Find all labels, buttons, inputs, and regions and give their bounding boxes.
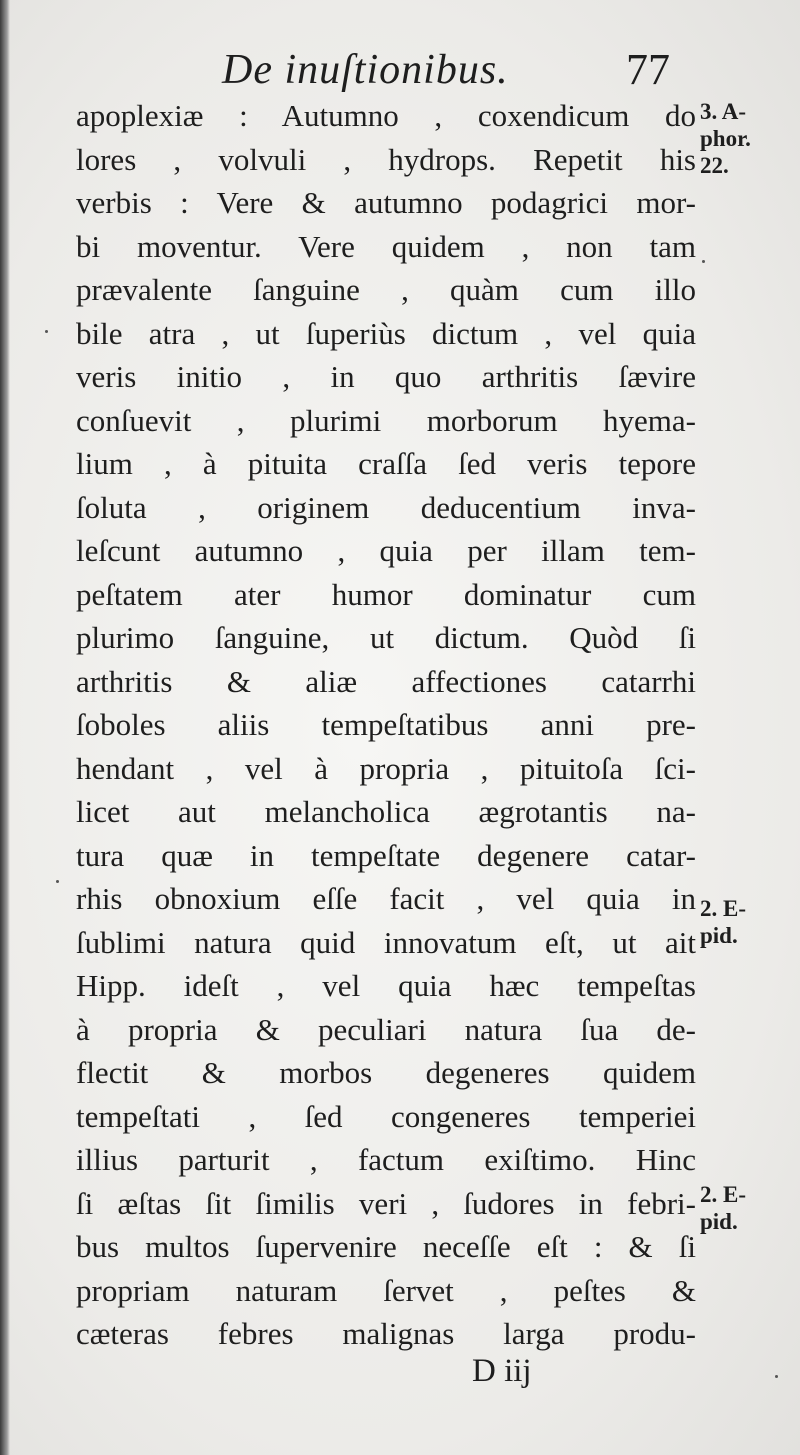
text-line: rhis obnoxium eſſe facit , vel quia in [76, 881, 696, 916]
text-line: lores , volvuli , hydrops. Repetit his [76, 141, 696, 177]
ink-speck [45, 330, 48, 333]
ink-speck [702, 260, 705, 263]
text-line: tura quæ in tempeſtate degenere catar- [76, 837, 696, 873]
text-line: ſublimi natura quid innovatum eſt, ut ait [76, 924, 696, 960]
running-head-title: De inuſtionibus. [222, 47, 509, 93]
text-line: peſtatem ater humor dominatur cum [76, 576, 696, 612]
text-line: prævalente ſanguine , quàm cum illo [76, 272, 696, 307]
text-line: conſuevit , plurimi morborum hyema- [76, 402, 696, 438]
text-line: leſcunt autumno , quia per illam tem- [76, 533, 696, 568]
text-line: veris initio , in quo arthritis ſævire [76, 359, 696, 394]
text-line: hendant , vel à propria , pituitoſa ſci- [76, 750, 696, 786]
text-line: tempeſtati , ſed congeneres temperiei [76, 1098, 696, 1134]
text-line: ſoluta , originem deducentium inva- [76, 489, 696, 525]
text-line: cæteras febres malignas larga produ- [76, 1316, 696, 1351]
catchword: D iij [472, 1353, 532, 1389]
text-line: bus multos ſupervenire neceſſe eſt : & ſi [76, 1229, 696, 1264]
margin-note-line: pid. [700, 923, 738, 948]
text-line: Hipp. ideſt , vel quia hæc tempeſtas [76, 968, 696, 1003]
ink-speck [775, 1375, 778, 1378]
margin-note [700, 98, 751, 179]
margin-note [700, 1181, 746, 1235]
text-line: licet aut melancholica ægrotantis na- [76, 794, 696, 829]
margin-note [700, 895, 746, 949]
text-line: à propria & peculiari natura ſua de- [76, 1011, 696, 1047]
body-text [76, 94, 696, 1356]
margin-note-line: pid. [700, 1209, 738, 1234]
page-number: 77 [626, 45, 670, 94]
text-line: ſoboles aliis tempeſtatibus anni pre- [76, 707, 696, 742]
running-head [0, 36, 700, 100]
text-line: propriam naturam ſervet , peſtes & [76, 1272, 696, 1308]
margin-note-line: phor. [700, 126, 751, 151]
margin-note-line: 22. [700, 153, 729, 178]
text-line: plurimo ſanguine, ut dictum. Quòd ſi [76, 620, 696, 655]
page-shadow-edge [0, 0, 10, 1455]
text-line: apoplexiæ : Autumno , coxendicum do [76, 98, 696, 133]
margin-note-line: 2. E- [700, 1182, 746, 1207]
ink-speck [56, 880, 59, 883]
text-line: arthritis & aliæ affectiones catarrhi [76, 663, 696, 699]
text-line: illius parturit , factum exiſtimo. Hinc [76, 1142, 696, 1177]
text-line: verbis : Vere & autumno podagrici mor- [76, 185, 696, 220]
margin-note-line: 3. A- [700, 99, 746, 124]
text-line: bile atra , ut ſuperiùs dictum , vel quia [76, 315, 696, 351]
margin-note-line: 2. E- [700, 896, 746, 921]
text-line: lium , à pituita craſſa ſed veris tepore [76, 446, 696, 481]
text-line: ſi æſtas ſit ſimilis veri , ſudores in febri- [76, 1185, 696, 1221]
text-line: flectit & morbos degeneres quidem [76, 1055, 696, 1090]
text-line: bi moventur. Vere quidem , non tam [76, 228, 696, 264]
